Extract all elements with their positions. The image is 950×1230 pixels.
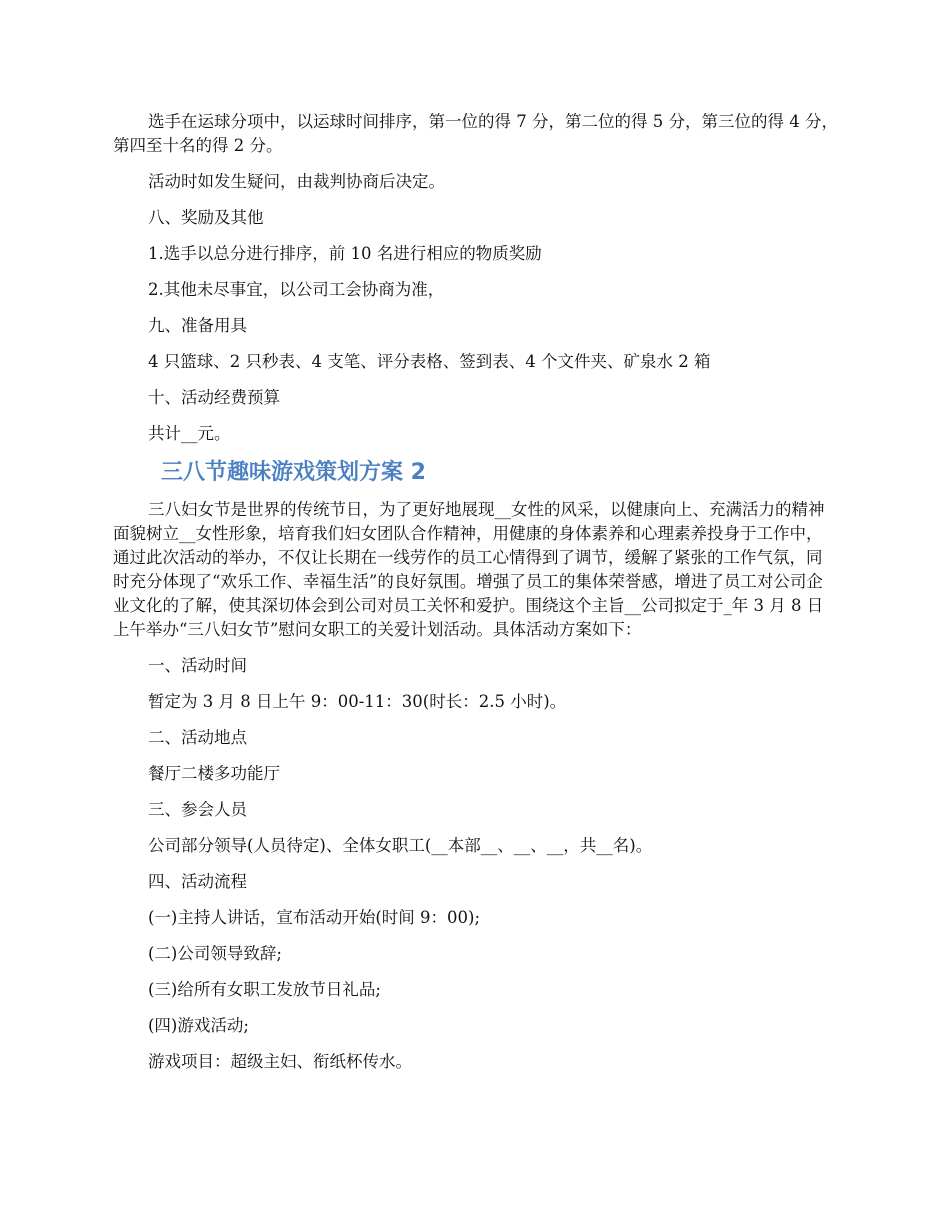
scoring-paragraph: 选手在运球分项中，以运球时间排序，第一位的得 7 分，第二位的得 5 分，第三位的得 4 分，第四至十名的得 2 分。 [113, 112, 838, 155]
section-heading-participants: 三、参会人员 [148, 800, 247, 819]
award-item-1: 1.选手以总分进行排序，前 10 名进行相应的物质奖励 [148, 244, 542, 263]
process-step-4: (四)游戏活动; [148, 1016, 249, 1035]
time-detail: 暂定为 3 月 8 日上午 9：00-11：30(时长：2.5 小时)。 [148, 692, 567, 711]
location-detail: 餐厅二楼多功能厅 [148, 764, 280, 783]
process-step-3: (三)给所有女职工发放节日礼品; [148, 980, 381, 999]
section-title: 三八节趣味游戏策划方案 2 [161, 460, 426, 485]
section-heading-budget: 十、活动经费预算 [148, 388, 280, 407]
award-item-2: 2.其他未尽事宜，以公司工会协商为准， [148, 280, 445, 299]
game-items: 游戏项目：超级主妇、衔纸杯传水。 [148, 1052, 412, 1071]
section-heading-location: 二、活动地点 [148, 728, 247, 747]
section-heading-awards: 八、奖励及其他 [148, 208, 264, 227]
process-step-2: (二)公司领导致辞; [148, 944, 282, 963]
participants-detail: 公司部分领导(人员待定)、全体女职工(__本部__、__、__，共__名)。 [148, 836, 653, 855]
intro-paragraph: 三八妇女节是世界的传统节日，为了更好地展现__女性的风采，以健康向上、充满活力的精神面貌树立__女性形象，培育我们妇女团队合作精神，用健康的身体素养和心理素养投身于工作中，通过此次活动的举办，不仅让长期在一线劳作的员工心情得到了调节，缓解了紧张的工作气氛，同时充分体现了“欢乐工作、幸福生活”的良好氛围。增强了员工的集体荣誉感，增进了员工对公司企业文化的了解，使其深切体会到公司对员工关怀和爱护。围绕这个主旨__公司拟定于_年 3 月 8 日上午举办“三八妇女节”慰问女职工的关爱计划活动。具体活动方案如下： [113, 500, 825, 639]
section-heading-process: 四、活动流程 [148, 872, 247, 891]
section-heading-equipment: 九、准备用具 [148, 316, 247, 335]
process-step-1: (一)主持人讲话，宣布活动开始(时间 9：00); [148, 908, 481, 927]
equipment-list: 4 只篮球、2 只秒表、4 支笔、评分表格、签到表、4 个文件夹、矿泉水 2 箱 [148, 352, 711, 371]
dispute-paragraph: 活动时如发生疑问，由裁判协商后决定。 [148, 172, 445, 191]
section-heading-time: 一、活动时间 [148, 656, 247, 675]
budget-total: 共计__元。 [148, 424, 231, 443]
document-body [113, 110, 838, 1086]
